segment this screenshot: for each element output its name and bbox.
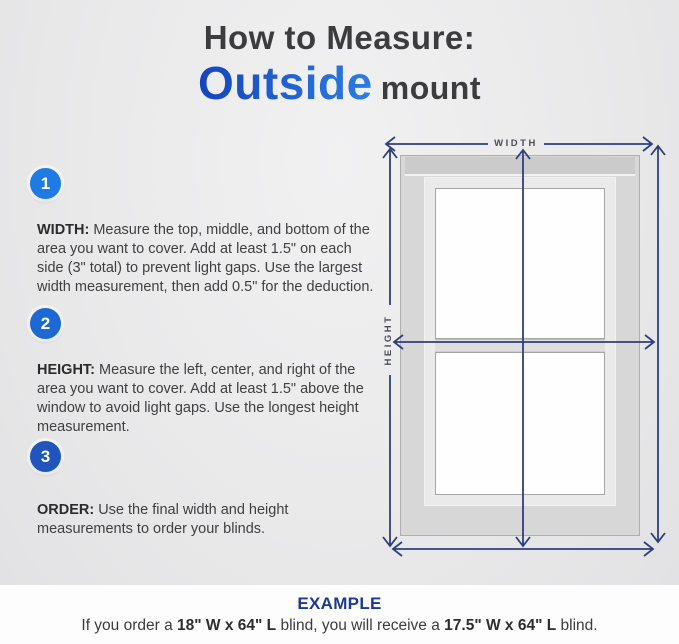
example-prefix: If you order a — [81, 617, 178, 634]
example-section — [0, 585, 679, 644]
example-heading: EXAMPLE — [297, 594, 382, 613]
title-line-2 — [0, 58, 679, 109]
step-1-body: Measure the top, middle, and bottom of the area you want to cover. Add at least 1.5" on each side (3" total) to prevent light gaps. Use the largest width measurement, then add 0.5" for the deduction. — [37, 221, 374, 295]
step-3-body: Use the final width and height measurements to order your blinds. — [37, 501, 289, 537]
step-3-text — [37, 501, 382, 539]
height-label: HEIGHT — [383, 314, 394, 366]
example-order-size: 18" W x 64" L — [177, 617, 277, 634]
title-line-1: How to Measure: — [203, 19, 476, 56]
title-mount-word: mount — [380, 70, 481, 107]
step-1-lead: WIDTH: — [37, 221, 90, 238]
example-received-size: 17.5" W x 64" L — [444, 617, 557, 634]
step-2-text — [37, 361, 382, 437]
step-2-body: Measure the left, center, and right of the area you want to cover. Add at least 1.5" above the window to avoid light gaps. Use the longest height measurement. — [37, 361, 364, 435]
example-suffix: blind. — [556, 617, 598, 634]
step-2-lead: HEIGHT: — [37, 361, 95, 378]
center-vertical-arrow — [516, 150, 530, 546]
example-middle: blind, you will receive a — [276, 617, 445, 634]
step-3-lead: ORDER: — [37, 501, 95, 518]
window-diagram — [376, 130, 676, 565]
example-text — [0, 617, 679, 635]
title-highlight: Outside — [198, 57, 373, 110]
step-3-badge: 3 — [30, 441, 61, 472]
page-title — [0, 20, 679, 109]
step-2-badge: 2 — [30, 308, 61, 339]
width-label: WIDTH — [494, 138, 538, 149]
measurement-arrows — [376, 130, 676, 565]
step-1-text — [37, 221, 382, 297]
center-horizontal-arrow — [394, 335, 654, 349]
step-1-badge: 1 — [30, 168, 61, 199]
right-height-arrow — [651, 146, 665, 542]
